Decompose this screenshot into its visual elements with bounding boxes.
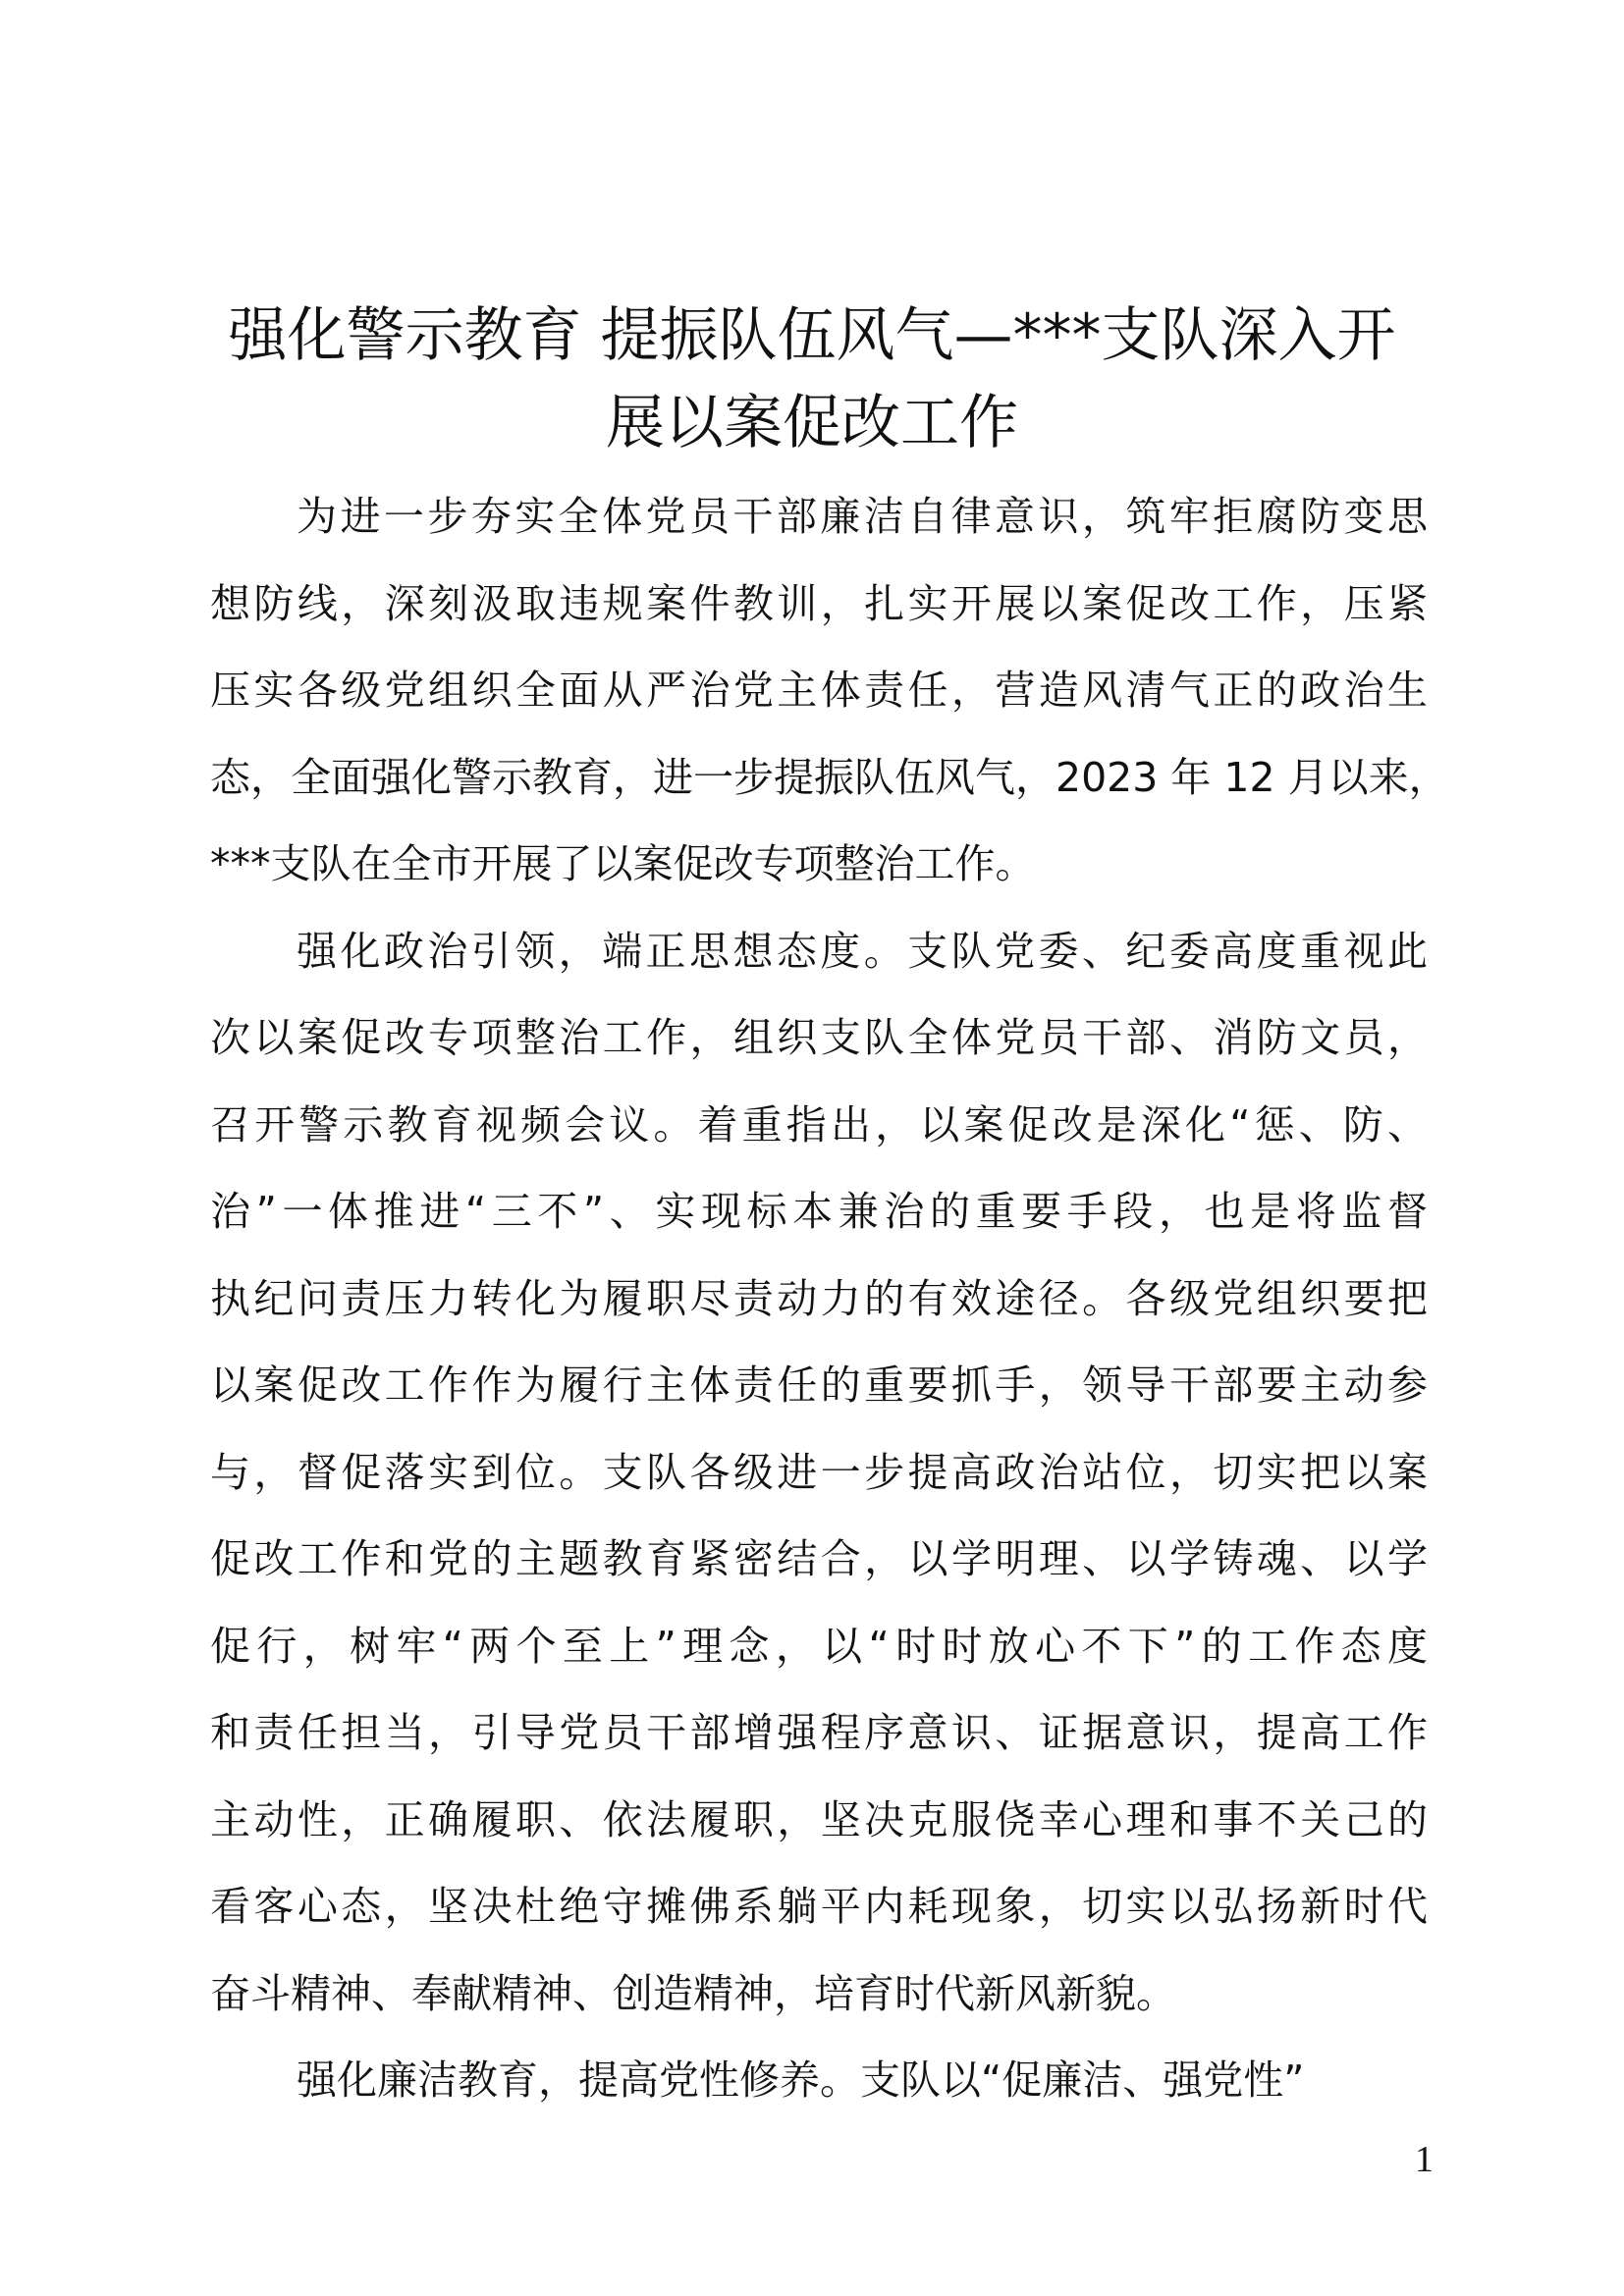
paragraph-line: 想防线，深刻汲取违规案件教训，扎实开展以案促改工作，压紧 (210, 579, 1428, 627)
paragraph-line: 促行，树牢“两个至上”理念，以“时时放心不下”的工作态度 (210, 1622, 1428, 1670)
paragraph-integrity-education (210, 2037, 1428, 2124)
paragraph-line: 主动性，正确履职、依法履职，坚决克服侥幸心理和事不关己的 (210, 1795, 1428, 1843)
paragraph-line: 为进一步夯实全体党员干部廉洁自律意识，筑牢拒腐防变思 (297, 493, 1428, 540)
document-title (196, 293, 1428, 467)
title-line: 展以案促改工作 (606, 389, 1018, 457)
paragraph-line: 与，督促落实到位。支队各级进一步提高政治站位，切实把以案 (210, 1448, 1428, 1496)
paragraph-line: 态，全面强化警示教育，进一步提振队伍风气，2023 年 12 月以来， (210, 753, 1449, 801)
paragraph-line: 奋斗精神、奉献精神、创造精神，培育时代新风新貌。 (210, 1969, 1176, 2017)
paragraph-line: 和责任担当，引导党员干部增强程序意识、证据意识，提高工作 (210, 1709, 1428, 1756)
paragraph-line: 促改工作和党的主题教育紧密结合，以学明理、以学铸魂、以学 (210, 1535, 1428, 1582)
paragraph-line: 压实各级党组织全面从严治党主体责任，营造风清气正的政治生 (210, 667, 1428, 714)
paragraph-line: 召开警示教育视频会议。着重指出，以案促改是深化“惩、防、 (210, 1100, 1428, 1148)
paragraph-line: 治”一体推进“三不”、实现标本兼治的重要手段，也是将监督 (210, 1188, 1428, 1235)
paragraph-political-guidance (210, 908, 1428, 2038)
document-body (210, 473, 1449, 2124)
paragraph-line: 看客心态，坚决杜绝守摊佛系躺平内耗现象，切实以弘扬新时代 (210, 1883, 1428, 1930)
paragraph-line: 强化政治引领，端正思想态度。支队党委、纪委高度重视此 (297, 927, 1428, 975)
paragraph-line: 强化廉洁教育，提高党性修养。支队以“促廉洁、强党性” (297, 2056, 1305, 2104)
paragraph-line: ***支队在全市开展了以案促改专项整治工作。 (210, 840, 1036, 887)
title-line: 强化警示教育 提振队伍风气—***支队深入开 (228, 301, 1396, 370)
page-number: 1 (1415, 2139, 1434, 2180)
paragraph-line: 执纪问责压力转化为履职尽责动力的有效途径。各级党组织要把 (210, 1274, 1428, 1322)
paragraph-line: 次以案促改专项整治工作，组织支队全体党员干部、消防文员， (210, 1014, 1428, 1061)
paragraph-line: 以案促改工作作为履行主体责任的重要抓手，领导干部要主动参 (210, 1362, 1428, 1409)
paragraph-intro (210, 473, 1449, 908)
